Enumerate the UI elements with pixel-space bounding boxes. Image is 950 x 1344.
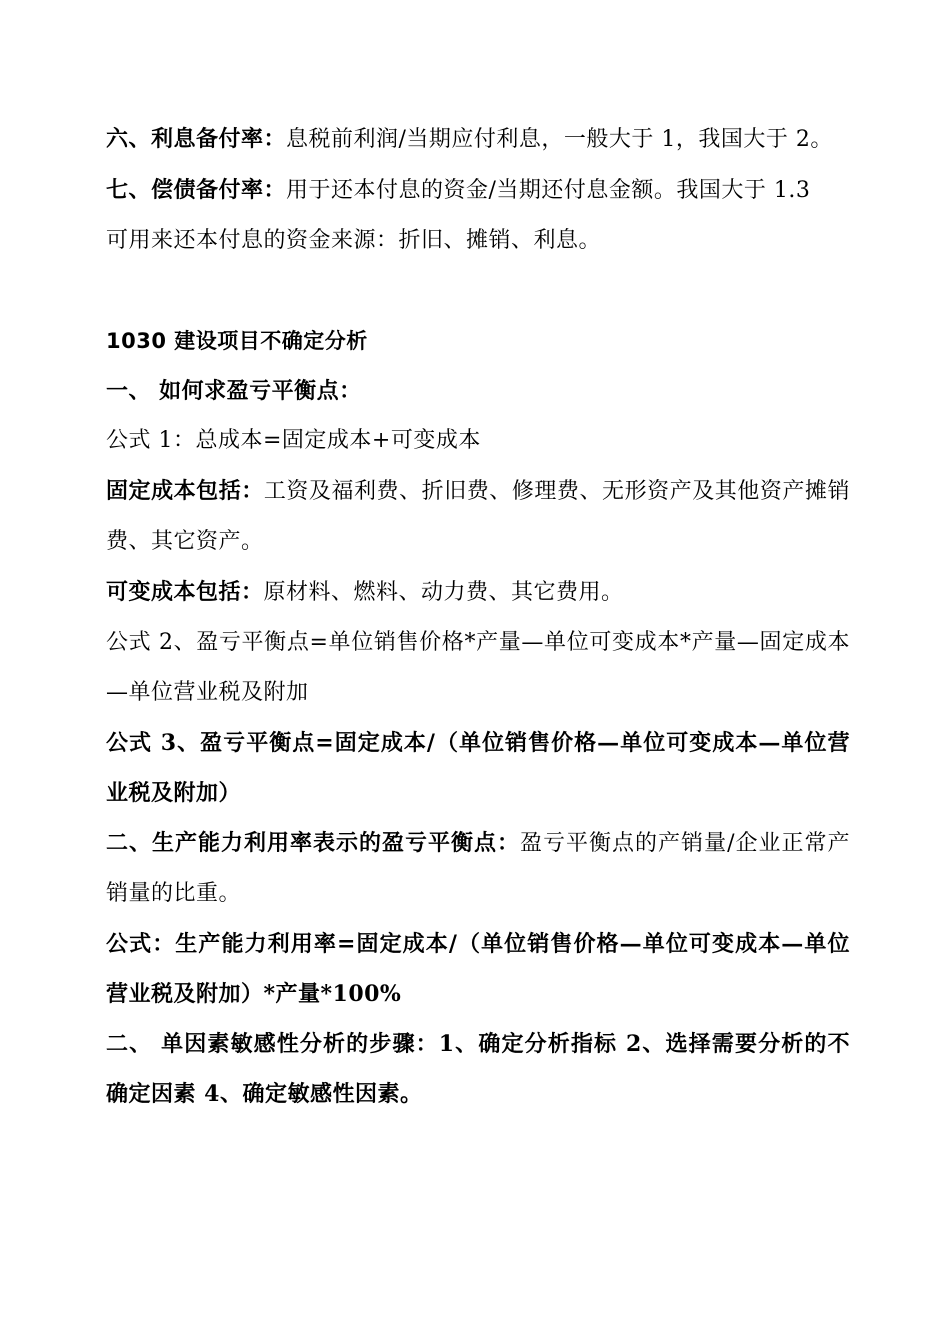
paragraph-repayment-sources: 可用来还本付息的资金来源：折旧、摊销、利息。 (106, 228, 602, 253)
document-body (106, 114, 850, 1119)
interest-coverage-text: 息税前利润/当期应付利息，一般大于 1，我国大于 2。 (286, 127, 833, 152)
variable-cost-label: 可变成本包括： (106, 579, 264, 605)
paragraph-fixed-cost (106, 466, 850, 567)
paragraph-capacity-utilization (106, 818, 850, 919)
formula-capacity-utilization: 公式：生产能力利用率=固定成本/（单位销售价格—单位可变成本—单位营业税及附加）*产量*100% (106, 931, 850, 1007)
capacity-utilization-text: 盈亏平衡点的产销量/企业正常产销量的比重。 (106, 831, 850, 906)
formula-2: 公式 2、盈亏平衡点=单位销售价格*产量—单位可变成本*产量—固定成本—单位营业税及附加 (106, 630, 850, 705)
capacity-utilization-label: 二、生产能力利用率表示的盈亏平衡点： (106, 830, 521, 856)
debt-service-coverage-text: 用于还本付息的资金/当期还付息金额。我国大于 1.3 (286, 178, 811, 203)
paragraph-variable-cost (106, 567, 850, 618)
section-title: 1030 建设项目不确定分析 (106, 329, 368, 353)
variable-cost-text: 原材料、燃料、动力费、其它费用。 (263, 580, 624, 605)
paragraph-interest-coverage (106, 114, 850, 165)
question-break-even: 一、 如何求盈亏平衡点： (106, 378, 362, 404)
blank-line (106, 266, 850, 316)
paragraph-sensitivity-steps: 二、 单因素敏感性分析的步骤：1、确定分析指标 2、选择需要分析的不确定因素 4、确定敏感性因素。 (106, 1031, 850, 1107)
fixed-cost-text: 工资及福利费、折旧费、修理费、无形资产及其他资产摊销费、其它资产。 (106, 479, 850, 554)
interest-coverage-label: 六、利息备付率： (106, 126, 287, 152)
formula-1: 公式 1：总成本=固定成本+可变成本 (106, 428, 481, 453)
fixed-cost-label: 固定成本包括： (106, 478, 264, 504)
paragraph-debt-service-coverage (106, 165, 850, 216)
debt-service-coverage-label: 七、偿债备付率： (106, 177, 287, 203)
formula-3: 公式 3、盈亏平衡点=固定成本/（单位销售价格—单位可变成本—单位营业税及附加） (106, 730, 850, 806)
